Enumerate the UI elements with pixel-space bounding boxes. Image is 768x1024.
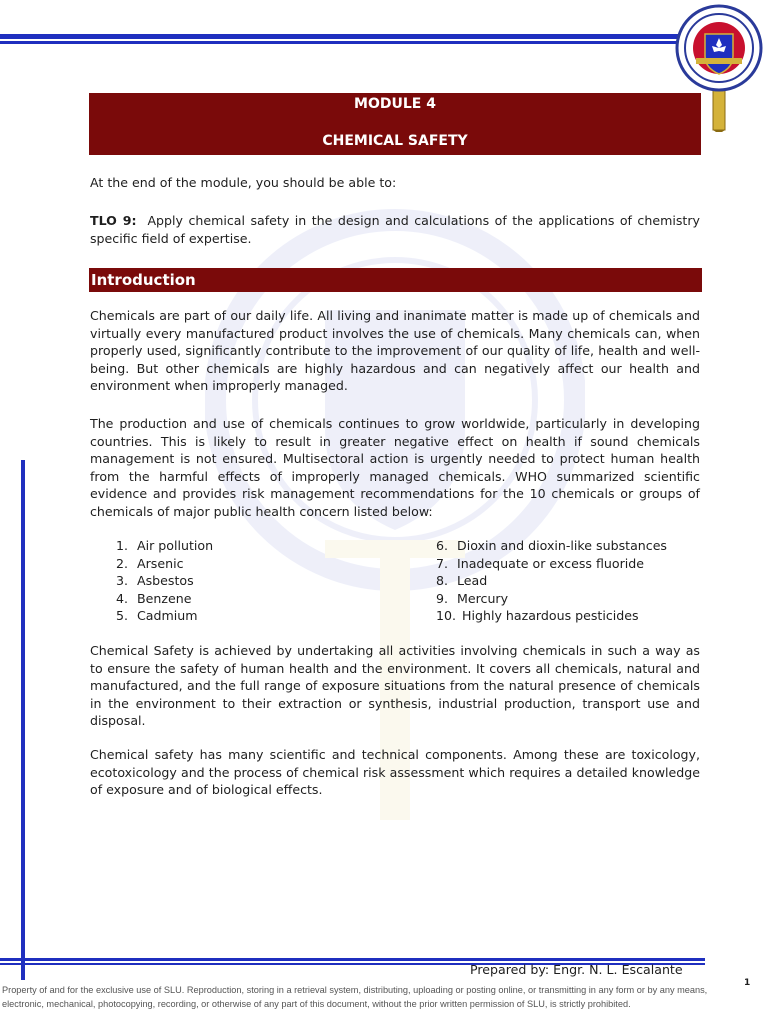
tlo-text: Apply chemical safety in the design and calculations of the applications of chemistry specific field of expertise.	[90, 213, 700, 246]
module-title-banner	[89, 93, 701, 155]
page-number: 1	[744, 978, 751, 988]
list-item: 3. Asbestos	[116, 573, 194, 588]
list-item: 6. Dioxin and dioxin-like substances	[436, 538, 667, 553]
tlo-label: TLO 9:	[90, 213, 137, 228]
list-item: 1. Air pollution	[116, 538, 214, 553]
list-item: 2. Arsenic	[116, 555, 184, 571]
paragraph-4: Chemical safety has many scientific and technical components. Among these are toxicology, ecotoxicology and the process of chemical risk assessment which requires a detailed knowledge of exposure and of biological effects.	[90, 747, 700, 798]
chemicals-list-right	[436, 537, 716, 625]
left-border-rule	[21, 460, 25, 980]
section-heading-introduction	[89, 268, 702, 292]
paragraph-3: Chemical Safety is achieved by undertaking all activities involving chemicals in such a way as to ensure the safety of human health and the environment. It covers all chemicals, natural and manufactured, and the full range of exposure situations from the natural presence of chemicals in the environment to their extraction or synthesis, industrial production, transport use and disposal.	[90, 643, 700, 729]
module-number: MODULE 4	[354, 96, 436, 112]
list-item: 10. Highly hazardous pesticides	[436, 608, 639, 623]
copyright-notice: Property of and for the exclusive use of SLU. Reproduction, storing in a retrieval system, distributing, uploading or posting online, or transmitting in any form or by any means, electronic, mechanical, photocopying, recording, or otherwise of any part of this document, without the prior written permission of SLU, is strictly prohibited.	[2, 985, 708, 1009]
tlo-statement	[90, 212, 700, 247]
objectives-intro: At the end of the module, you should be able to:	[90, 175, 397, 190]
section-title: Introduction	[91, 271, 196, 289]
list-item: 5. Cadmium	[116, 608, 198, 623]
top-border-rule-secondary	[0, 41, 705, 44]
list-item: 4. Benzene	[116, 590, 192, 606]
paragraph-2: The production and use of chemicals continues to grow worldwide, particularly in developing countries. This is likely to result in greater negative effect on health if sound chemicals management is not ensured. Multisectoral action is urgently needed to protect human health from the harmful effects of improperly managed chemicals. WHO summarized scientific evidence and provides risk management recommendations for the 10 chemicals or groups of chemicals of major public health concern listed below:	[90, 416, 700, 519]
list-item: 7. Inadequate or excess fluoride	[436, 555, 645, 571]
chemicals-list-left	[116, 537, 406, 625]
list-item: 9. Mercury	[436, 590, 509, 606]
bottom-border-rule	[0, 958, 705, 961]
paragraph-1: Chemicals are part of our daily life. All living and inanimate matter is made up of chemicals and virtually every manufactured product involves the use of chemicals. Many chemicals can, when properly used, significantly contribute to the improvement of our quality of life, health and well-being. But other chemicals are highly hazardous and can negatively affect our health and environment when improperly managed.	[90, 308, 700, 394]
module-title: CHEMICAL SAFETY	[322, 133, 468, 149]
list-item: 8. Lead	[436, 573, 488, 588]
prepared-by: Prepared by: Engr. N. L. Escalante	[470, 962, 683, 977]
